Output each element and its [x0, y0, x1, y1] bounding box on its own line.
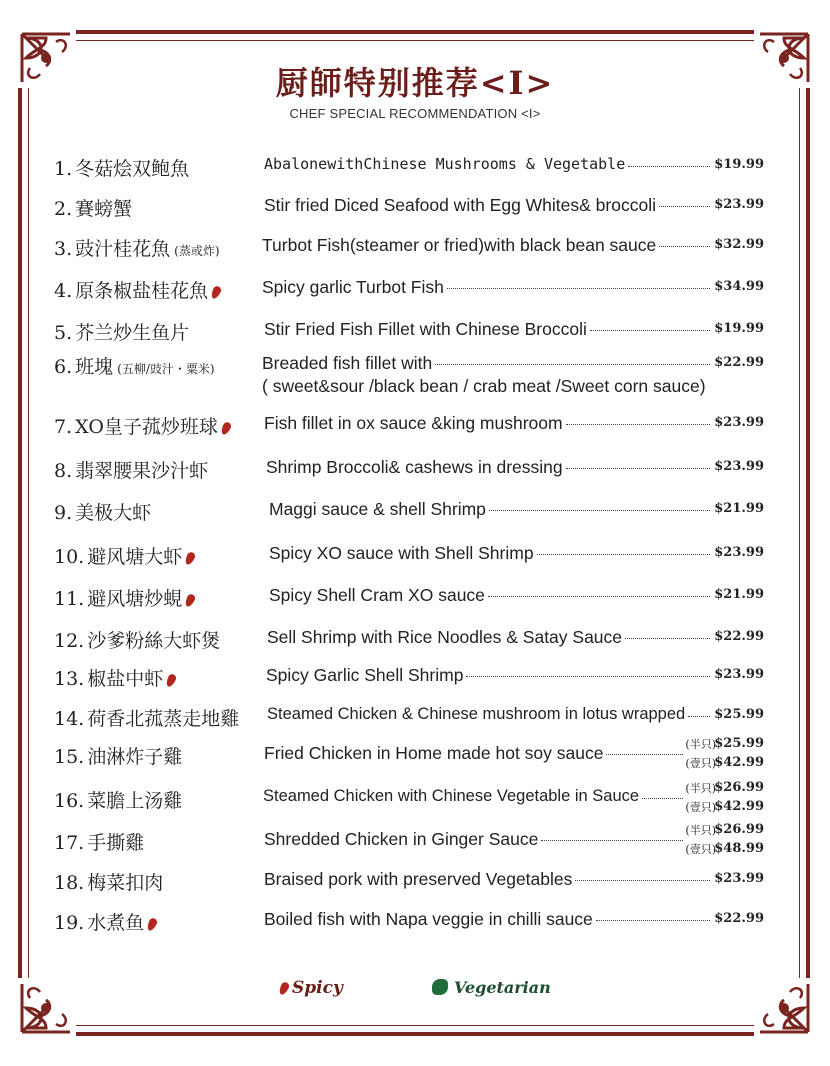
menu-item-number: 7.	[54, 416, 73, 438]
menu-item-number: 6.	[54, 356, 73, 378]
menu-item-portion-label: (壹只)	[685, 757, 716, 770]
corner-ornament-icon	[16, 978, 76, 1038]
dot-leader	[659, 206, 710, 207]
menu-item-description: AbalonewithChinese Mushrooms & Vegetable	[264, 155, 626, 173]
menu-item-number: 2.	[54, 198, 73, 220]
menu-item-price: $42.99	[714, 755, 764, 770]
menu-item-number: 10.	[54, 546, 85, 568]
menu-item-name-cn	[54, 584, 194, 611]
chili-pepper-icon	[165, 673, 178, 688]
menu-item-cn-label: 冬菇烩双鲍魚	[75, 158, 190, 180]
menu-item-description: Spicy XO sauce with Shell Shrimp	[269, 543, 534, 563]
menu-item-price: $32.99	[714, 237, 764, 252]
menu-item-price: $42.99	[714, 799, 764, 814]
dot-leader	[596, 920, 710, 921]
dot-leader	[606, 754, 683, 755]
menu-item-name-cn	[54, 626, 220, 653]
menu-item-price: $48.99	[714, 841, 764, 856]
menu-item-description: Maggi sauce & shell Shrimp	[269, 499, 486, 519]
menu-item-price: $21.99	[714, 501, 764, 516]
menu-item-description: Stir fried Diced Seafood with Egg Whites& broccoli	[264, 195, 656, 215]
page-title: 厨師特别推荐<I>	[275, 64, 555, 102]
menu-item-cn-note: (五柳/豉汁・粟米)	[117, 362, 215, 376]
menu-item-portion-label: (半只)	[685, 738, 716, 751]
dot-leader	[659, 246, 710, 247]
menu-item-price: $25.99	[714, 707, 764, 722]
menu-item-cn-label: 賽螃蟹	[75, 198, 133, 220]
menu-item-portion-label: (半只)	[685, 824, 716, 837]
menu-item-cn-label: XO皇子菰炒班球	[75, 416, 218, 438]
dot-leader	[642, 798, 683, 799]
menu-item	[54, 194, 764, 220]
menu-item	[54, 234, 764, 260]
menu-item-cn-label: 沙爹粉絲大虾煲	[87, 630, 221, 652]
menu-item-portion-label: (壹只)	[685, 843, 716, 856]
menu-item-description: Stir Fried Fish Fillet with Chinese Broccoli	[264, 319, 587, 339]
menu-item-description: Boiled fish with Napa veggie in chilli sauce	[264, 909, 593, 929]
menu-item-cn-label: 班塊	[75, 356, 114, 378]
menu-item-number: 13.	[54, 668, 85, 690]
menu-item	[54, 318, 764, 344]
legend-spicy	[276, 978, 343, 998]
dot-leader	[489, 510, 710, 511]
menu-item	[54, 736, 764, 770]
menu-item	[54, 456, 764, 482]
menu-item-price: $21.99	[714, 587, 764, 602]
dot-leader	[435, 364, 710, 365]
dot-leader	[688, 716, 710, 717]
menu-item-cn-label: 水煮鱼	[87, 912, 145, 934]
menu-item	[54, 412, 764, 438]
menu-item-description: Steamed Chicken with Chinese Vegetable in Sauce	[263, 787, 640, 805]
dot-leader	[566, 424, 710, 425]
leaf-icon	[432, 979, 448, 995]
dot-leader	[537, 554, 710, 555]
menu-item-cn-label: 椒盐中虾	[87, 668, 164, 690]
menu-item-cn-label: 美极大虾	[75, 502, 152, 524]
menu-item-name-cn	[54, 742, 182, 769]
menu-item-name-cn	[54, 412, 230, 439]
menu-item	[54, 154, 764, 180]
menu-item-number: 14.	[54, 708, 85, 730]
menu-item-cn-label: 荷香北菰蒸走地雞	[87, 708, 240, 730]
menu-item-description: Turbot Fish(steamer or fried)with black bean sauce	[262, 235, 657, 255]
corner-ornament-icon	[754, 978, 814, 1038]
menu-item-price: $23.99	[714, 545, 764, 560]
menu-item	[54, 868, 764, 894]
menu-item-number: 9.	[54, 502, 73, 524]
menu-item-cn-label: 避风塘大虾	[87, 546, 183, 568]
menu-item-price: $19.99	[714, 321, 764, 336]
menu-item-price: $23.99	[714, 459, 764, 474]
menu-item-description: Fish fillet in ox sauce &king mushroom	[264, 413, 563, 433]
menu-item	[54, 498, 764, 524]
legend-vegetarian	[432, 978, 551, 997]
menu-item	[54, 626, 764, 652]
menu-item-description: Braised pork with preserved Vegetables	[264, 869, 573, 889]
menu-item-cn-label: 手撕雞	[87, 832, 145, 854]
menu-item	[54, 780, 764, 814]
menu-item-cn-label: 梅菜扣肉	[87, 872, 164, 894]
menu-item-price: $23.99	[714, 667, 764, 682]
dot-leader	[625, 638, 710, 639]
menu-item-name-cn	[54, 828, 144, 855]
dot-leader	[488, 596, 710, 597]
menu-item-number: 12.	[54, 630, 85, 652]
menu-item-cn-label: 芥兰炒生鱼片	[75, 322, 190, 344]
menu-item-number: 5.	[54, 322, 73, 344]
menu-item-name-cn	[54, 868, 163, 895]
menu-item-description: Shredded Chicken in Ginger Sauce	[264, 829, 539, 849]
menu-item-name-cn	[54, 194, 132, 221]
menu-item-price: $26.99	[714, 822, 764, 837]
menu-item-cn-label: 原条椒盐桂花魚	[75, 280, 209, 302]
menu-item-name-cn	[54, 664, 175, 691]
chili-pepper-icon	[146, 917, 159, 932]
menu-item-description: Spicy garlic Turbot Fish	[262, 277, 444, 297]
menu-item-description: Spicy Shell Cram XO sauce	[269, 585, 485, 605]
menu-item-description: Fried Chicken in Home made hot soy sauce	[264, 743, 604, 763]
menu-item-name-cn	[54, 234, 220, 261]
menu-item-number: 3.	[54, 238, 73, 260]
menu-item-name-cn	[54, 352, 215, 379]
menu-item-description: Steamed Chicken & Chinese mushroom in lotus wrapped	[267, 705, 686, 723]
menu-item-price: $23.99	[714, 197, 764, 212]
menu-item	[54, 276, 764, 302]
menu-item-number: 18.	[54, 872, 85, 894]
menu-item-price: $22.99	[714, 911, 764, 926]
menu-item-number: 8.	[54, 460, 73, 482]
menu-item-description: Spicy Garlic Shell Shrimp	[266, 665, 464, 685]
menu-item-cn-note: (蒸或炸)	[174, 244, 220, 258]
menu-item-price: $19.99	[714, 157, 764, 172]
menu-item-number: 1.	[54, 158, 73, 180]
menu-item-price: $25.99	[714, 736, 764, 751]
chili-pepper-icon	[184, 593, 197, 608]
chili-pepper-icon	[210, 285, 223, 300]
menu-item-price: $23.99	[714, 871, 764, 886]
menu-item	[54, 704, 764, 730]
menu-item-name-cn	[54, 456, 208, 483]
dot-leader	[541, 840, 683, 841]
menu-item-number: 15.	[54, 746, 85, 768]
menu-item-name-cn	[54, 276, 220, 303]
menu-item-price: $34.99	[714, 279, 764, 294]
chili-pepper-icon	[184, 551, 197, 566]
menu-item-name-cn	[54, 498, 151, 525]
menu-item-cn-label: 菜膽上汤雞	[87, 790, 183, 812]
menu-item-number: 11.	[54, 588, 85, 610]
menu-item-name-cn	[54, 318, 189, 345]
menu-item-number: 19.	[54, 912, 85, 934]
chili-pepper-icon	[220, 421, 233, 436]
menu-item-number: 16.	[54, 790, 85, 812]
menu-item-price: $26.99	[714, 780, 764, 795]
menu-item-portion-label: (半只)	[685, 782, 716, 795]
dot-leader	[628, 166, 710, 167]
menu-item	[54, 908, 764, 934]
menu-item	[54, 542, 764, 568]
legend-vegetarian-label: Vegetarian	[454, 978, 551, 997]
dot-leader	[447, 288, 710, 289]
menu-item-description: Sell Shrimp with Rice Noodles & Satay Sauce	[267, 627, 623, 647]
legend-spicy-label: Spicy	[292, 978, 343, 998]
dot-leader	[575, 880, 710, 881]
menu-item-name-cn	[54, 542, 194, 569]
page-subtitle: CHEF SPECIAL RECOMMENDATION <I>	[289, 106, 541, 121]
dot-leader	[466, 676, 710, 677]
menu-item-cn-label: 油淋炸子雞	[87, 746, 183, 768]
menu-item-number: 4.	[54, 280, 73, 302]
chili-pepper-icon	[278, 981, 291, 996]
dot-leader	[566, 468, 710, 469]
menu-item-description: Shrimp Broccoli& cashews in dressing	[266, 457, 563, 477]
menu-item-number: 17.	[54, 832, 85, 854]
dot-leader	[590, 330, 710, 331]
menu-item	[54, 584, 764, 610]
menu-item-portion-label: (壹只)	[685, 801, 716, 814]
menu-item-name-cn	[54, 908, 156, 935]
menu-item-description: Breaded fish fillet with	[262, 353, 433, 373]
menu-item	[54, 822, 764, 856]
menu-item-price: $22.99	[714, 629, 764, 644]
menu-item-price: $23.99	[714, 415, 764, 430]
menu-item-name-cn	[54, 154, 189, 181]
menu-item-cn-label: 翡翠腰果沙汁虾	[75, 460, 209, 482]
menu-item-price: $22.99	[714, 355, 764, 370]
menu-item-cn-label: 避风塘炒蜆	[87, 588, 183, 610]
menu-item	[54, 664, 764, 690]
menu-item-description-line2: ( sweet&sour /black bean / crab meat /Sweet corn sauce)	[262, 376, 706, 396]
menu-item-name-cn	[54, 704, 239, 731]
menu-item	[54, 352, 764, 400]
menu-item-cn-label: 豉汁桂花魚	[75, 238, 171, 260]
menu-item-name-cn	[54, 786, 182, 813]
